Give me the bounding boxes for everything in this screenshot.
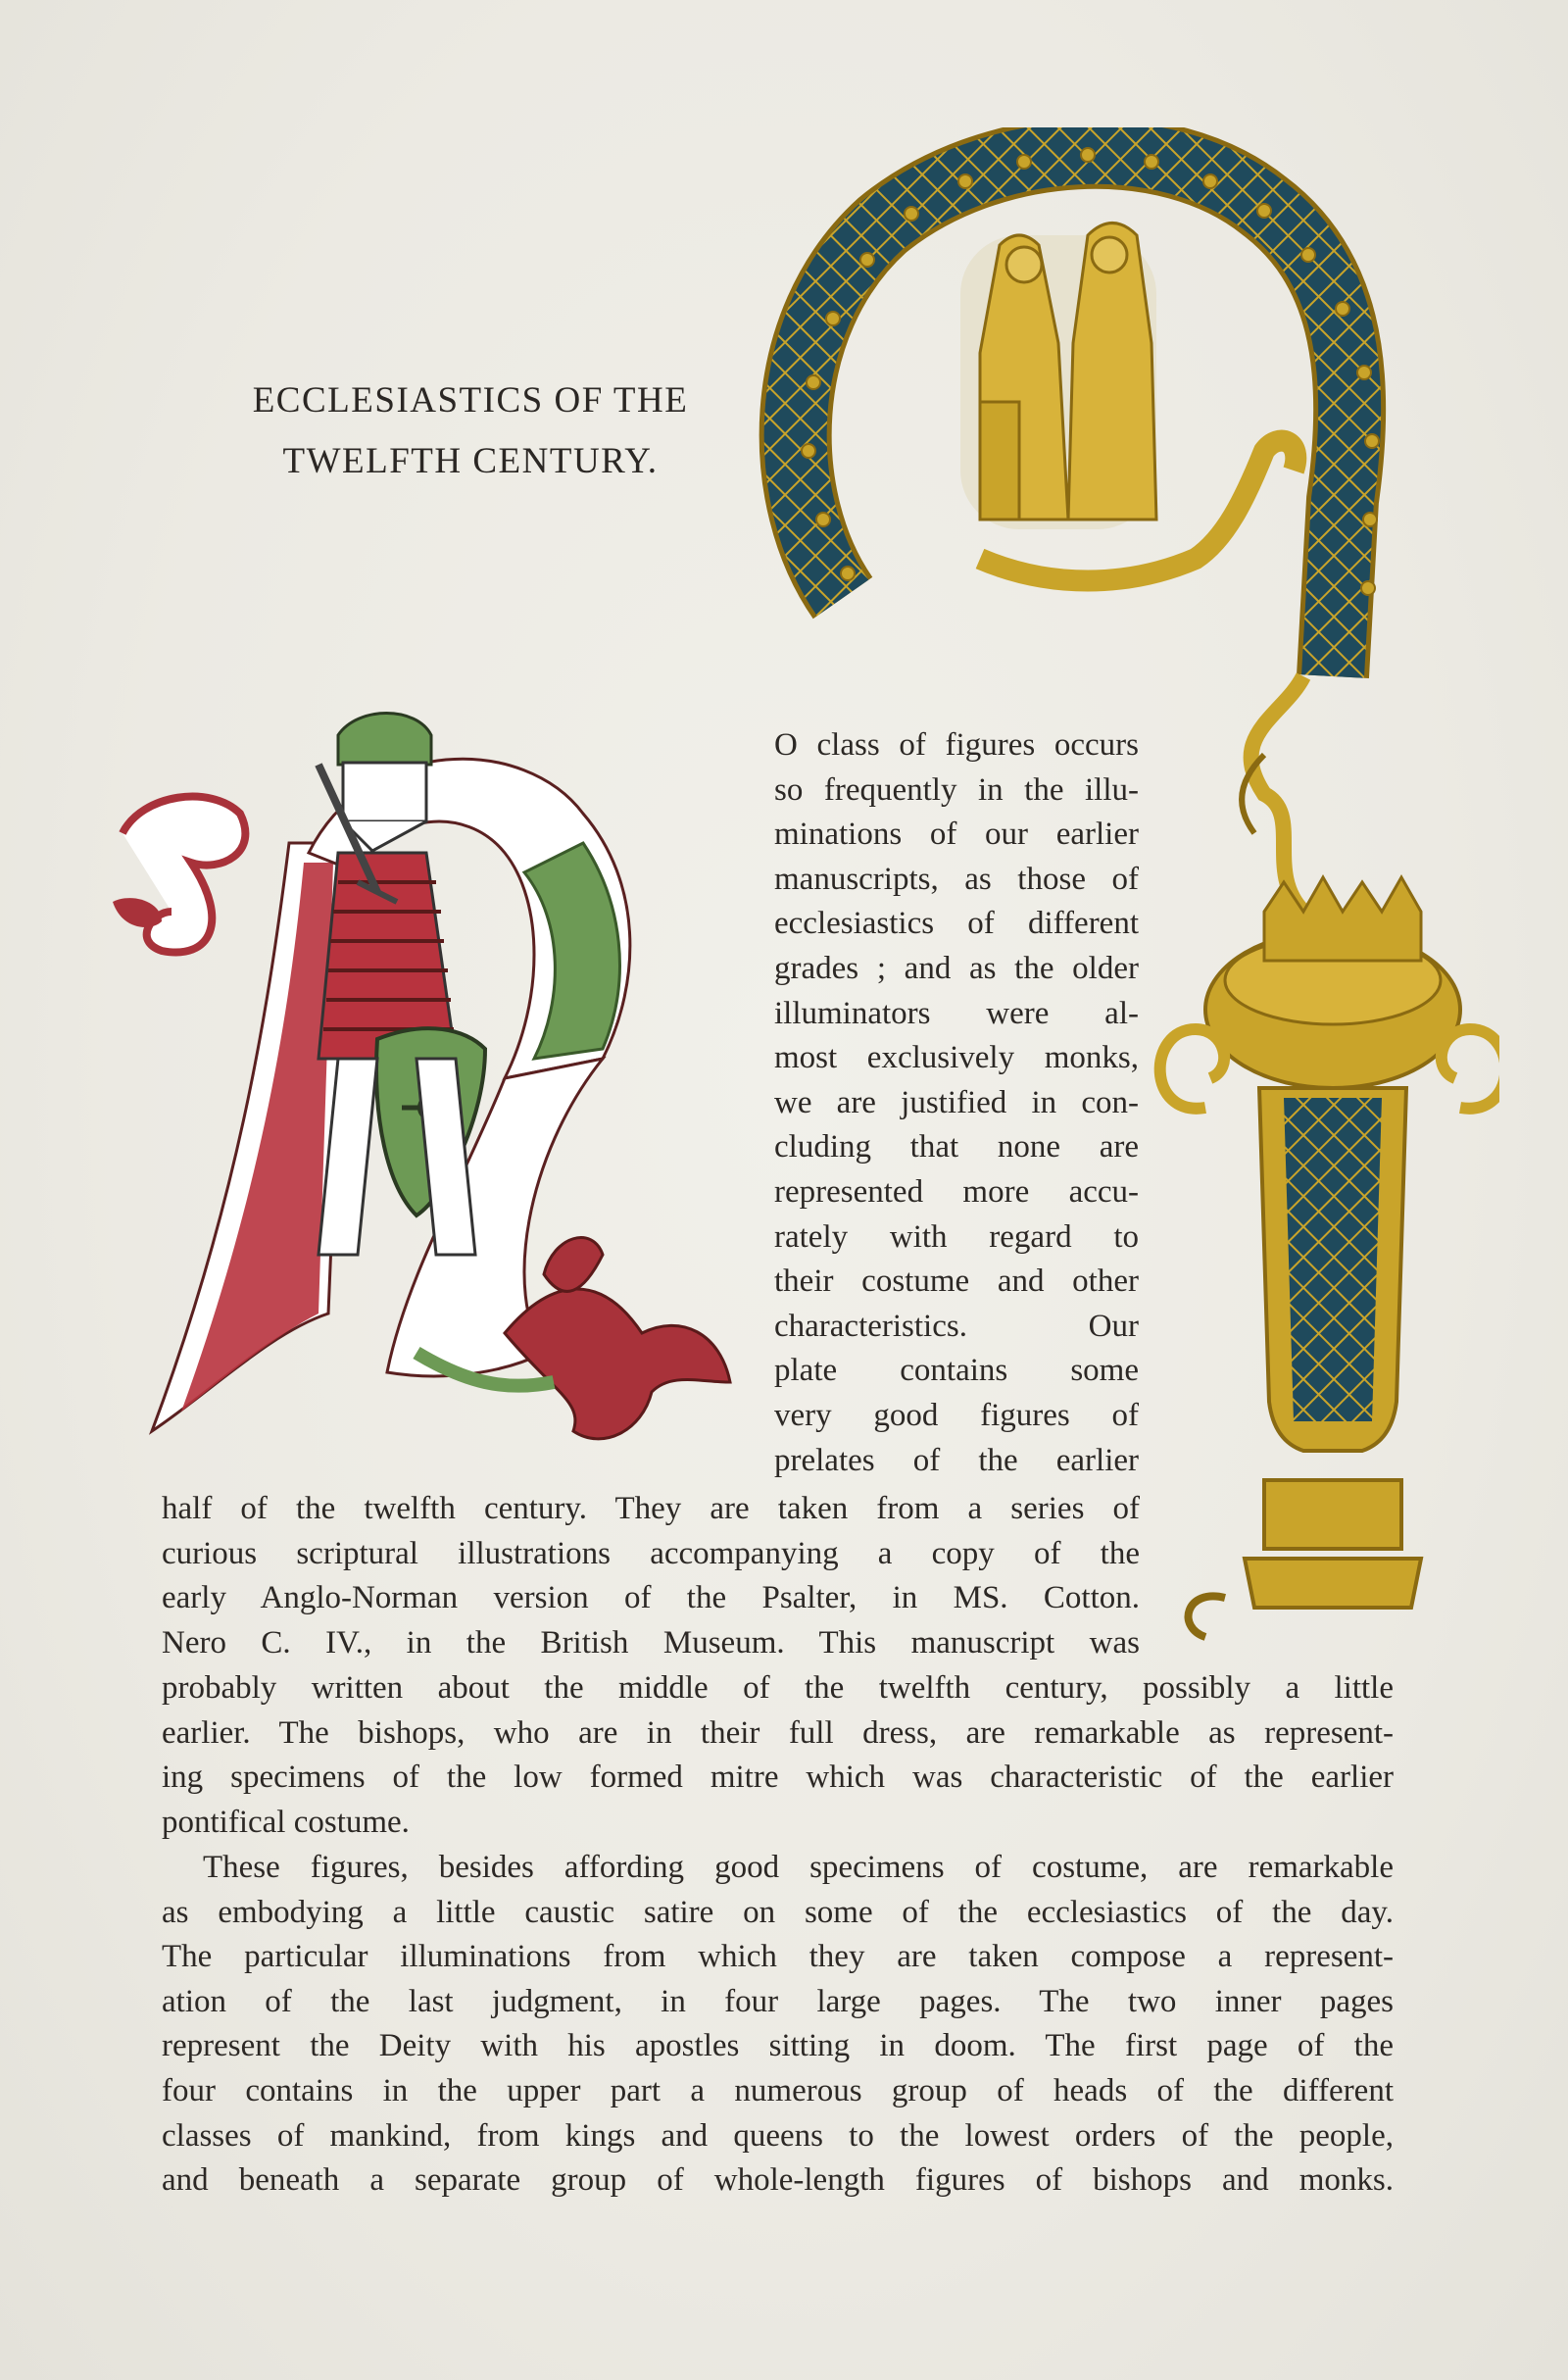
column-line: illuminators were al- xyxy=(774,995,1139,1031)
fleur-ornament xyxy=(505,1238,730,1439)
column-line: O class of figures occurs xyxy=(774,727,1139,763)
mid-line: early Anglo-Norman version of the Psalter, in MS. Cotton. xyxy=(162,1580,1140,1616)
mid-line: curious scriptural illustrations accompanying a copy of the xyxy=(162,1535,1140,1571)
para2-line: classes of mankind, from kings and queens to the lowest orders of the people, xyxy=(162,2117,1394,2154)
column-line: cluding that none are xyxy=(774,1129,1139,1165)
column-line: their costume and other xyxy=(774,1264,1139,1300)
mid-line: Nero C. IV., in the British Museum. This manuscript was xyxy=(162,1624,1140,1661)
mid-line: half of the twelfth century. They are taken from a series of xyxy=(162,1491,1140,1526)
column-line: characteristics. Our xyxy=(774,1308,1139,1344)
full-text xyxy=(162,1666,1394,1845)
column-line: ecclesiastics of different xyxy=(774,906,1139,942)
column-line: we are justified in con- xyxy=(774,1084,1139,1120)
column-line: so frequently in the illu- xyxy=(774,771,1139,808)
coronation-figures xyxy=(960,223,1156,530)
para2-line: as embodying a little caustic satire on some of the ecclesiastics of the day. xyxy=(162,1894,1394,1930)
column-line: manuscripts, as those of xyxy=(774,861,1139,897)
column-line: represented more accu- xyxy=(774,1173,1139,1210)
column-line: rately with regard to xyxy=(774,1218,1139,1255)
paragraph-2 xyxy=(162,1846,1394,2204)
full-line: earlier. The bishops, who are in their full dress, are remarkable as represent- xyxy=(162,1714,1394,1751)
illuminated-initial xyxy=(93,706,760,1451)
para2-line: These figures, besides affording good specimens of costume, are remarkable xyxy=(203,1850,1394,1885)
title-line-1: ECCLESIASTICS OF THE xyxy=(252,380,689,421)
full-line: pontifical costume. xyxy=(162,1804,410,1840)
para2-line: represent the Deity with his apostles sitting in doom. The first page of the xyxy=(162,2028,1394,2064)
para2-line: ation of the last judgment, in four large pages. The two inner pages xyxy=(162,1983,1394,2019)
column-line: most exclusively monks, xyxy=(774,1040,1139,1076)
full-line: probably written about the middle of the twelfth century, possibly a little xyxy=(162,1670,1394,1706)
para2-line: four contains in the upper part a numerous group of heads of the different xyxy=(162,2072,1394,2108)
full-line: ing specimens of the low formed mitre which was characteristic of the earlier xyxy=(162,1760,1394,1796)
page-title xyxy=(196,371,745,492)
mid-text xyxy=(162,1487,1140,1665)
para2-line: The particular illuminations from which they are taken compose a represent- xyxy=(162,1939,1394,1975)
column-line: grades ; and as the older xyxy=(774,950,1139,986)
column-line: plate contains some xyxy=(774,1353,1139,1389)
column-text xyxy=(774,723,1139,1483)
para2-line: and beneath a separate group of whole-length figures of bishops and monks. xyxy=(162,2162,1394,2199)
column-line: minations of our earlier xyxy=(774,817,1139,853)
column-line: prelates of the earlier xyxy=(774,1442,1139,1478)
title-line-2: TWELFTH CENTURY. xyxy=(282,441,659,481)
column-line: very good figures of xyxy=(774,1397,1139,1433)
